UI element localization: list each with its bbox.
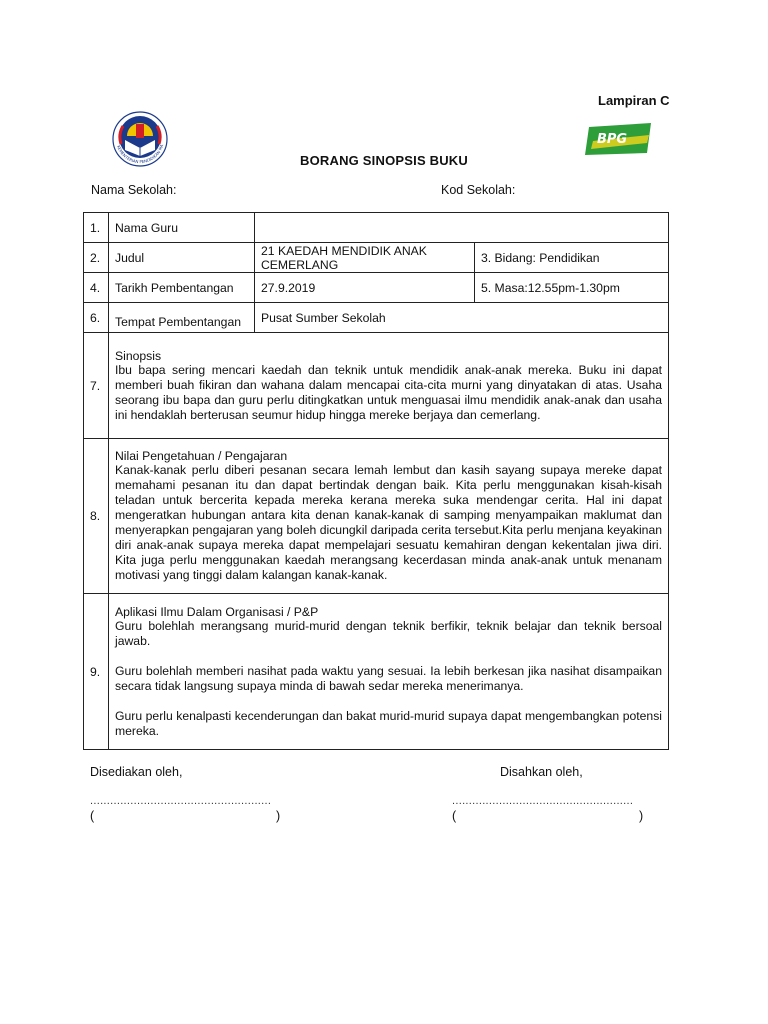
application-cell xyxy=(109,594,669,750)
knowledge-value-heading: Nilai Pengetahuan / Pengajaran xyxy=(115,449,288,463)
synopsis-cell xyxy=(109,333,669,439)
row-title xyxy=(84,243,669,273)
approved-by-name-open: ( xyxy=(452,809,457,823)
teacher-name-field[interactable] xyxy=(255,213,669,243)
approved-by-name-close: ) xyxy=(639,809,644,823)
bpg-logo xyxy=(583,121,653,157)
row-application xyxy=(84,594,669,750)
row-number: 7. xyxy=(84,333,109,439)
row-number: 8. xyxy=(84,439,109,594)
application-paragraph: Guru perlu kenalpasti kecenderungan dan bakat murid-murid supaya dapat mengembangkan potensi mereka. xyxy=(115,708,662,738)
synopsis-text: Ibu bapa sering mencari kaedah dan teknik untuk mendidik anak-anak mereka. Buku ini dapat memberi buah fikiran dan wahana dalam mencapai cita-cita murni yang dinyatakan di atas. Usaha seorang ibu bapa dan guru perlu ditingkatkan untuk menguasai ilmu mendidik anak-anak dan usaha ini hendaklah berterusan seumur hidup hingga mereke berjaya dan cemerlang. xyxy=(115,362,662,422)
approved-by-signature-line[interactable]: ...................................................... xyxy=(452,795,634,807)
attachment-label: Lampiran C xyxy=(598,93,670,108)
application-heading: Aplikasi Ilmu Dalam Organisasi / P&P xyxy=(115,604,319,619)
row-number: 1. xyxy=(84,213,109,243)
row-venue xyxy=(84,303,669,333)
bpg-logo-text: BPG xyxy=(597,132,628,147)
date-field[interactable]: 27.9.2019 xyxy=(255,273,475,303)
school-name-label: Nama Sekolah: xyxy=(91,183,177,197)
row-synopsis xyxy=(84,333,669,439)
prepared-by-name-close: ) xyxy=(276,809,281,823)
teacher-name-label: Nama Guru xyxy=(109,213,255,243)
prepared-by-signature-line[interactable]: ...................................................... xyxy=(90,795,272,807)
knowledge-value-text: Kanak-kanak perlu diberi pesanan secara lemah lembut dan kasih sayang supaya mereke dapat memahami pesanan itu dan dapat bertindak dengan baik. Kita perlu menggunakan kisah-kisah teladan untuk bercerita kepada mereka kerana mereka suka mendengar cerita. Hal ini dapat mengeratkan hubungan antara kita denan kanak-kanak di samping menyampaikan maklumat dan menyerapkan pengajaran yang boleh dicungkil daripada cerita tersebut.Kita perlu menjana keyakinan diri anak-anak supaya mereka dapat mempelajari sesuatu kemahiran dengan kekentalan jiwa diri. Kita juga perlu menggunakan kaedah merangsang kecerdasan minda anak-anak untuk menanam motivasi yang tinggi dalam kalangan kanak-kanak. xyxy=(115,463,662,582)
prepared-by-name-open: ( xyxy=(90,809,95,823)
approved-by-label: Disahkan oleh, xyxy=(500,765,583,779)
knowledge-value-cell xyxy=(109,439,669,594)
row-number: 9. xyxy=(84,594,109,750)
row-teacher-name xyxy=(84,213,669,243)
synopsis-heading: Sinopsis xyxy=(115,348,162,363)
prepared-by-label: Disediakan oleh, xyxy=(90,765,183,779)
form-title: BORANG SINOPSIS BUKU xyxy=(300,153,468,168)
synopsis-form-table xyxy=(83,212,669,750)
application-paragraph: Guru bolehlah memberi nasihat pada waktu yang sesuai. Ia lebih berkesan jika nasihat disampaikan secara tidak langsung supaya minda di bawah sedar mereka menerimanya. xyxy=(115,663,662,693)
title-label: Judul xyxy=(109,243,255,273)
row-date xyxy=(84,273,669,303)
book-title-field[interactable]: 21 KAEDAH MENDIDIK ANAK CEMERLANG xyxy=(255,243,475,273)
venue-field[interactable]: Pusat Sumber Sekolah xyxy=(255,303,669,333)
application-paragraph: Guru bolehlah merangsang murid-murid dengan teknik berfikir, teknik belajar dan teknik bersoal jawab. xyxy=(115,618,662,648)
row-number: 2. xyxy=(84,243,109,273)
date-label: Tarikh Pembentangan xyxy=(109,273,255,303)
row-number: 6. xyxy=(84,303,109,333)
row-knowledge-value xyxy=(84,439,669,594)
time-label: 5. Masa:12.55pm-1.30pm xyxy=(475,273,669,303)
venue-label: Tempat Pembentangan xyxy=(109,303,255,333)
svg-text:KEMENTERIAN PENDIDIKAN MALAYSI: KEMENTERIAN PENDIDIKAN MA xyxy=(116,143,165,165)
school-code-label: Kod Sekolah: xyxy=(441,183,516,197)
row-number: 4. xyxy=(84,273,109,303)
field-label: 3. Bidang: Pendidikan xyxy=(475,243,669,273)
